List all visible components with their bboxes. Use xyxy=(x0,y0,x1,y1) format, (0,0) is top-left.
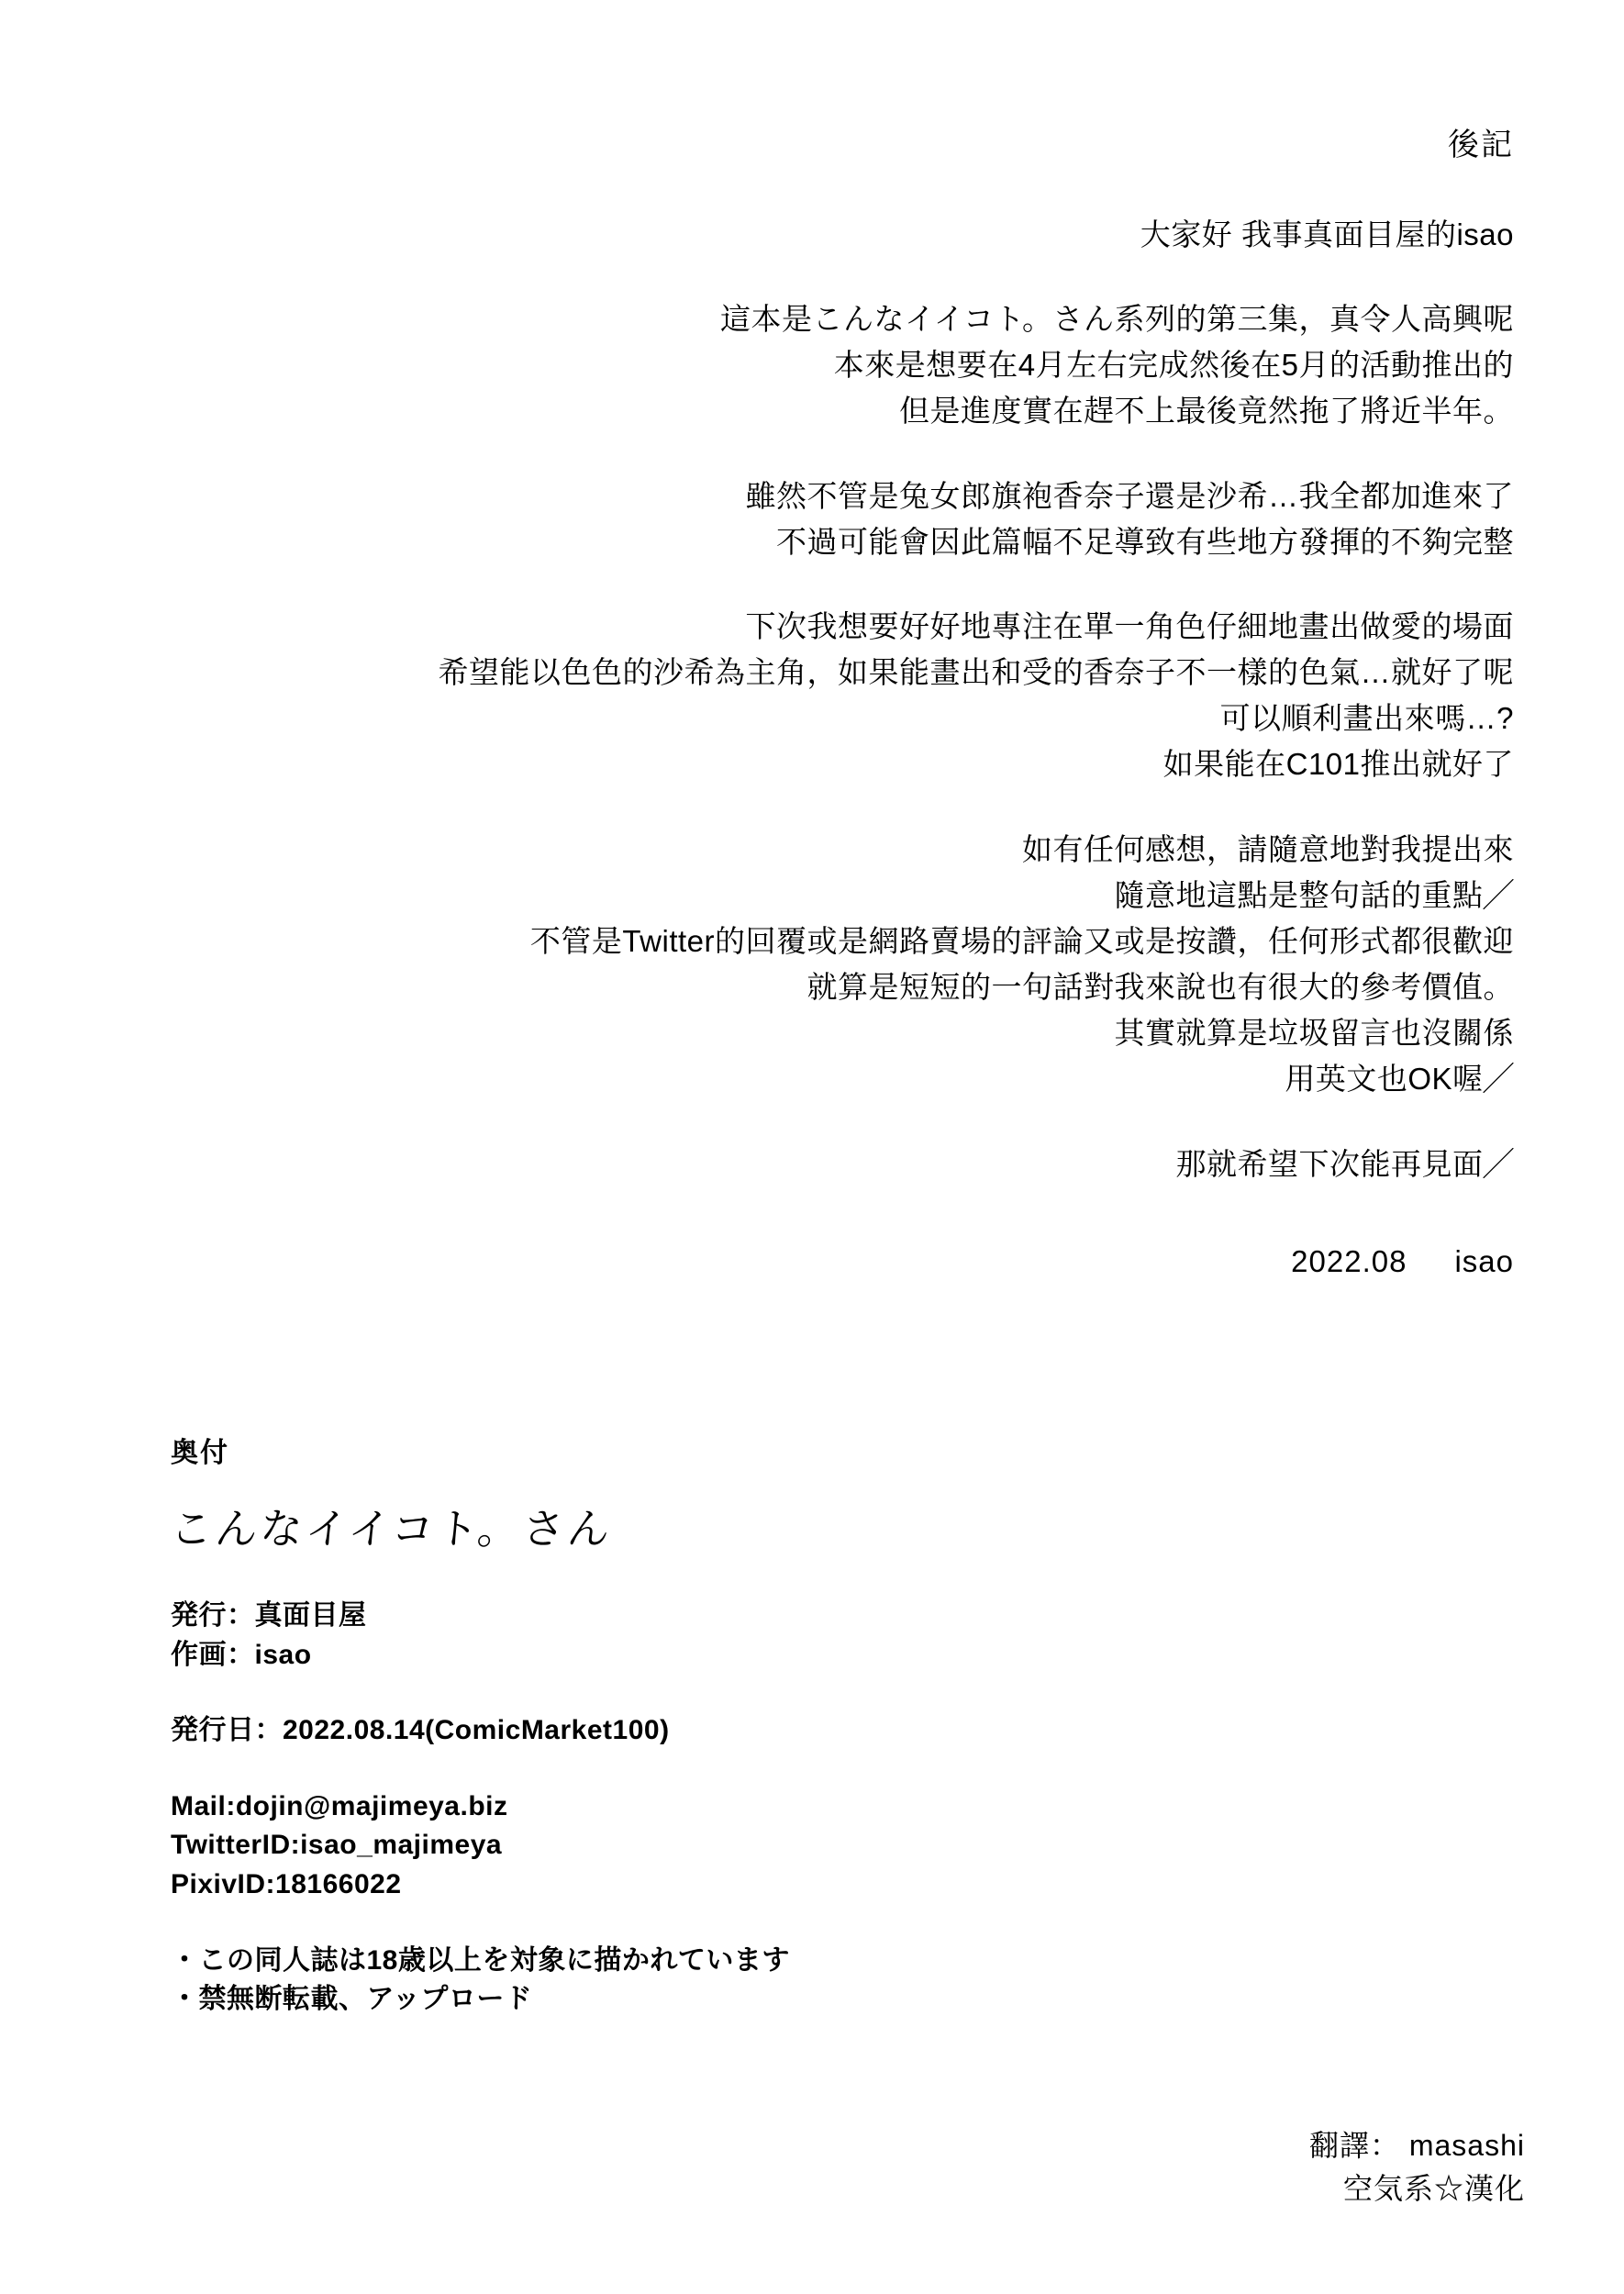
colophon-publish-date xyxy=(171,1711,1180,1751)
colophon-contact-mail[interactable]: Mail:dojin@majimeya.biz xyxy=(171,1790,508,1821)
afterword-line: 但是進度實在趕不上最後竟然拖了將近半年。 xyxy=(899,394,1514,429)
colophon-credit-row: 作画：isao xyxy=(171,1639,312,1670)
colophon-notices xyxy=(171,1942,1180,2020)
translator-credit xyxy=(1309,2124,1525,2210)
afterword-body xyxy=(0,212,1624,1187)
afterword-paragraph-1 xyxy=(0,296,1514,434)
colophon-contacts xyxy=(171,1787,1180,1905)
afterword-greeting xyxy=(0,212,1514,258)
afterword-line: 如有任何感想，請隨意地對我提出來 xyxy=(1022,831,1514,866)
afterword-paragraph-3 xyxy=(0,604,1514,788)
afterword-line: 其實就算是垃圾留言也沒關係 xyxy=(1114,1016,1514,1051)
colophon-heading: 奥付 xyxy=(171,1438,229,1468)
afterword-line: 希望能以色色的沙希為主角，如果能畫出和受的香奈子不一樣的色氣…就好了呢 xyxy=(438,655,1514,690)
signature-name: isao xyxy=(1454,1243,1514,1278)
afterword-paragraph-4 xyxy=(0,827,1514,1103)
afterword-line: 不管是Twitter的回覆或是網路賣場的評論又或是按讚，任何形式都很歡迎 xyxy=(529,923,1514,958)
afterword-line: 就算是短短的一句話對我來說也有很大的參考價值。 xyxy=(806,970,1514,1005)
colophon-credits xyxy=(171,1597,1180,1675)
afterword-line: 隨意地這點是整句話的重點╱ xyxy=(1114,877,1514,912)
afterword-greeting-line: 大家好 我事真面目屋的isao xyxy=(1140,217,1514,251)
translator-group: 空気系☆漢化 xyxy=(1342,2171,1525,2205)
afterword-line: 那就希望下次能再見面╱ xyxy=(1175,1146,1514,1181)
afterword-line: 如果能在C101推出就好了 xyxy=(1162,747,1514,782)
afterword-line: 用英文也OK喔╱ xyxy=(1285,1062,1514,1097)
translator-name: 翻譯： masashi xyxy=(1308,2129,1525,2163)
afterword-line: 這本是こんなイイコト。さん系列的第三集，真令人高興呢 xyxy=(719,302,1514,337)
colophon-credit-row: 発行：真面目屋 xyxy=(171,1600,367,1631)
signature-date: 2022.08 xyxy=(1291,1243,1407,1278)
afterword-line: 不過可能會因此篇幅不足導致有些地方發揮的不夠完整 xyxy=(776,524,1514,559)
afterword-paragraph-2 xyxy=(0,473,1514,565)
colophon-notice-row: ・禁無断転載、アップロード xyxy=(171,1984,533,2015)
afterword-line: 本來是想要在4月左右完成然後在5月的活動推出的 xyxy=(833,348,1514,383)
afterword-title: 後記 xyxy=(1448,128,1514,162)
afterword-line: 可以順利畫出來嗎…? xyxy=(1219,701,1514,736)
afterword-line: 下次我想要好好地專注在單一角色仔細地畫出做愛的場面 xyxy=(745,608,1514,643)
colophon-contact-pixiv[interactable]: PixivID:18166022 xyxy=(171,1868,402,1899)
colophon-contact-twitter[interactable]: TwitterID:isao_majimeya xyxy=(171,1830,503,1861)
afterword-paragraph-5 xyxy=(0,1141,1514,1187)
colophon-title-logo: こんなイイコト。さん xyxy=(168,1504,615,1553)
colophon-publish-date-row: 発行日：2022.08.14(ComicMarket100) xyxy=(171,1715,670,1746)
afterword-signature xyxy=(0,1244,1624,1279)
afterword-line: 雖然不管是兔女郎旗袍香奈子還是沙希…我全都加進來了 xyxy=(745,478,1514,513)
colophon-notice-row: ・この同人誌は18歳以上を対象に描かれています xyxy=(171,1944,790,1976)
colophon-section xyxy=(168,1430,1180,2020)
